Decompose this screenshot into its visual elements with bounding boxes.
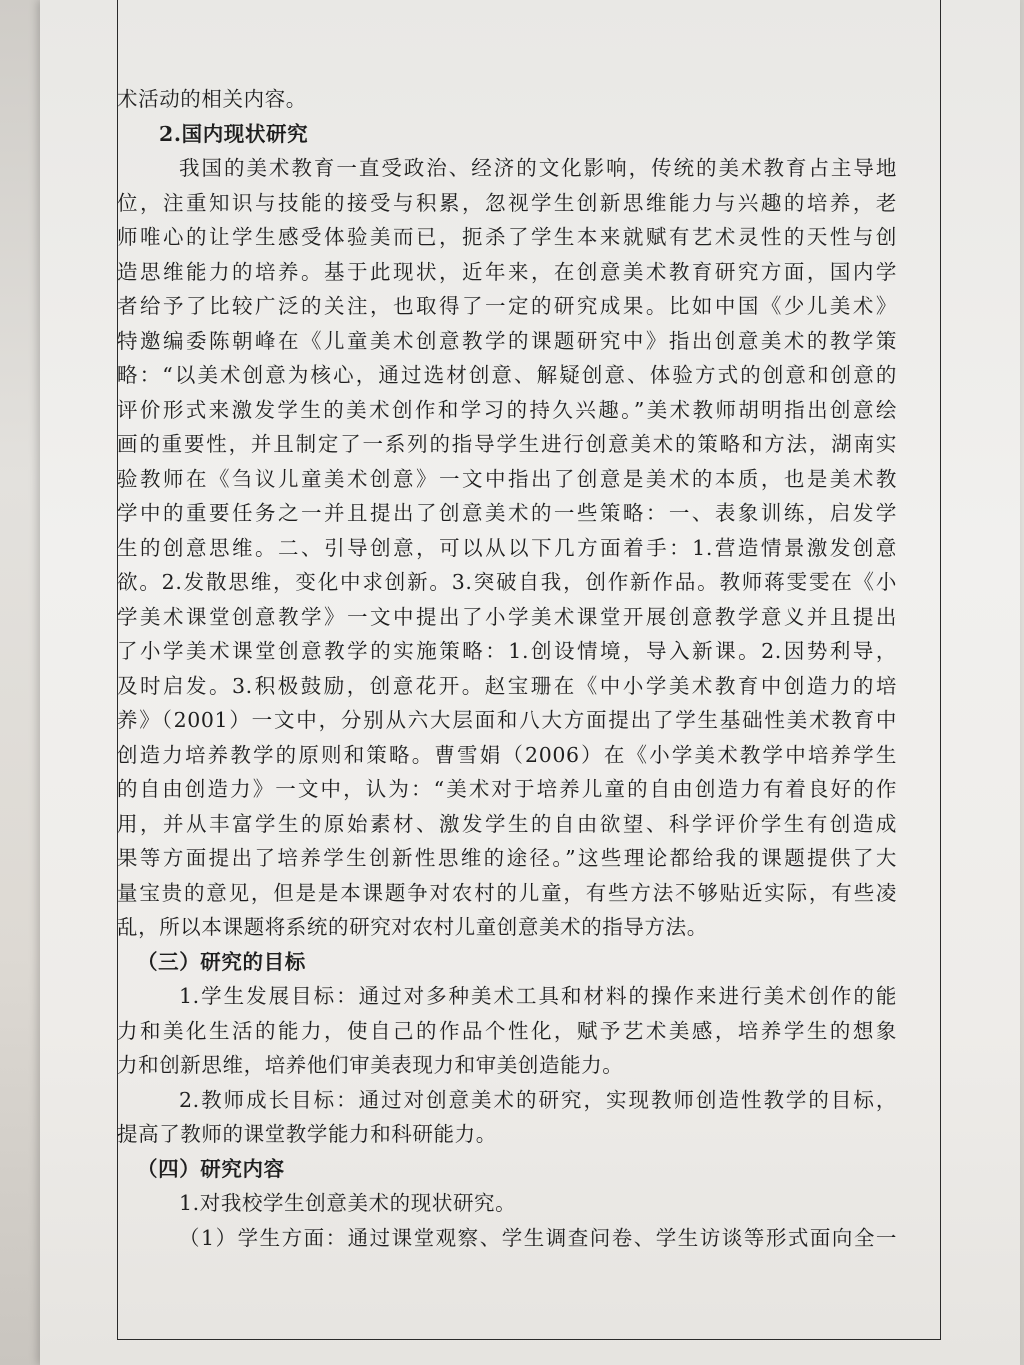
paragraph-line: 师唯心的让学生感受体验美而已，扼杀了学生本来就赋有艺术灵性的天性与创	[117, 225, 897, 249]
paragraph-line: 了小学美术课堂创意教学的实施策略：1.创设情境，导入新课。2.因势利导，	[117, 639, 897, 663]
paragraph-line: 学美术课堂创意教学》一文中提出了小学美术课堂开展创意教学意义并且提出	[117, 604, 897, 629]
paragraph-line: 画的重要性，并且制定了一系列的指导学生进行创意美术的策略和方法，湖南实	[117, 432, 897, 456]
paragraph-line: （1）学生方面：通过课堂观察、学生调查问卷、学生访谈等形式面向全一	[179, 1225, 897, 1250]
paragraph-line: 提高了教师的课堂教学能力和科研能力。	[117, 1122, 497, 1146]
paragraph-line: 用，并从丰富学生的原始素材、激发学生的自由欲望、科学评价学生有创造成	[117, 811, 897, 836]
paragraph-line: 者给予了比较广泛的关注，也取得了一定的研究成果。比如中国《少儿美术》	[117, 294, 897, 318]
paragraph-line: 力和美化生活的能力，使自己的作品个性化，赋予艺术美感，培养学生的想象	[117, 1018, 897, 1043]
paragraph-line: 量宝贵的意见，但是是本课题争对农村的儿童，有些方法不够贴近实际，有些凌	[117, 880, 897, 905]
paragraph-line: 欲。2.发散思维，变化中求创新。3.突破自我，创作新作品。教师蒋雯雯在《小	[117, 570, 897, 594]
paragraph-line: 生的创意思维。二、引导创意，可以从以下几方面着手：1.营造情景激发创意	[117, 535, 897, 560]
paragraph-line: 力和创新思维，培养他们审美表现力和审美创造能力。	[117, 1053, 624, 1077]
paragraph-line: 位，注重知识与技能的接受与积累，忽视学生创新思维能力与兴趣的培养，老	[117, 190, 897, 215]
paragraph-line: 我国的美术教育一直受政治、经济的文化影响，传统的美术教育占主导地	[179, 156, 897, 180]
section-heading-content: （四）研究内容	[137, 1156, 285, 1181]
paragraph-line: 特邀编委陈朝峰在《儿童美术创意教学的课题研究中》指出创意美术的教学策	[117, 328, 897, 353]
paragraph-line: 果等方面提出了培养学生创新性思维的途径。”这些理论都给我的课题提供了大	[117, 846, 897, 870]
document-body	[117, 82, 897, 1255]
paragraph-line: 2.教师成长目标：通过对创意美术的研究，实现教师创造性教学的目标，	[179, 1087, 897, 1112]
paragraph-line: 及时启发。3.积极鼓励，创意花开。赵宝珊在《中小学美术教育中创造力的培	[117, 673, 897, 698]
section-heading-goals: （三）研究的目标	[137, 949, 306, 974]
paragraph-line: 创造力培养教学的原则和策略。曹雪娟（2006）在《小学美术教学中培养学生	[117, 742, 897, 767]
paragraph-line: 评价形式来激发学生的美术创作和学习的持久兴趣。”美术教师胡明指出创意绘	[117, 397, 897, 422]
paragraph-line: 学中的重要任务之一并且提出了创意美术的一些策略：一、表象训练，启发学	[117, 501, 897, 525]
paragraph-line: 1.对我校学生创意美术的现状研究。	[179, 1191, 517, 1215]
paragraph-line: 乱，所以本课题将系统的研究对农村儿童创意美术的指导方法。	[117, 915, 708, 939]
paragraph-line: 造思维能力的培养。基于此现状，近年来，在创意美术教育研究方面，国内学	[117, 259, 897, 284]
section-heading: 2.国内现状研究	[159, 121, 309, 146]
text-line: 术活动的相关内容。	[117, 87, 307, 111]
paragraph-line: 的自由创造力》一文中，认为：“美术对于培养儿童的自由创造力有着良好的作	[117, 777, 897, 801]
paragraph-line: 验教师在《刍议儿童美术创意》一文中指出了创意是美术的本质，也是美术教	[117, 466, 897, 491]
paragraph-line: 略：“以美术创意为核心，通过选材创意、解疑创意、体验方式的创意和创意的	[117, 363, 897, 387]
paragraph-line: 养》（2001）一文中，分别从六大层面和八大方面提出了学生基础性美术教育中	[117, 708, 897, 732]
paragraph-line: 1.学生发展目标：通过对多种美术工具和材料的操作来进行美术创作的能	[179, 984, 897, 1008]
